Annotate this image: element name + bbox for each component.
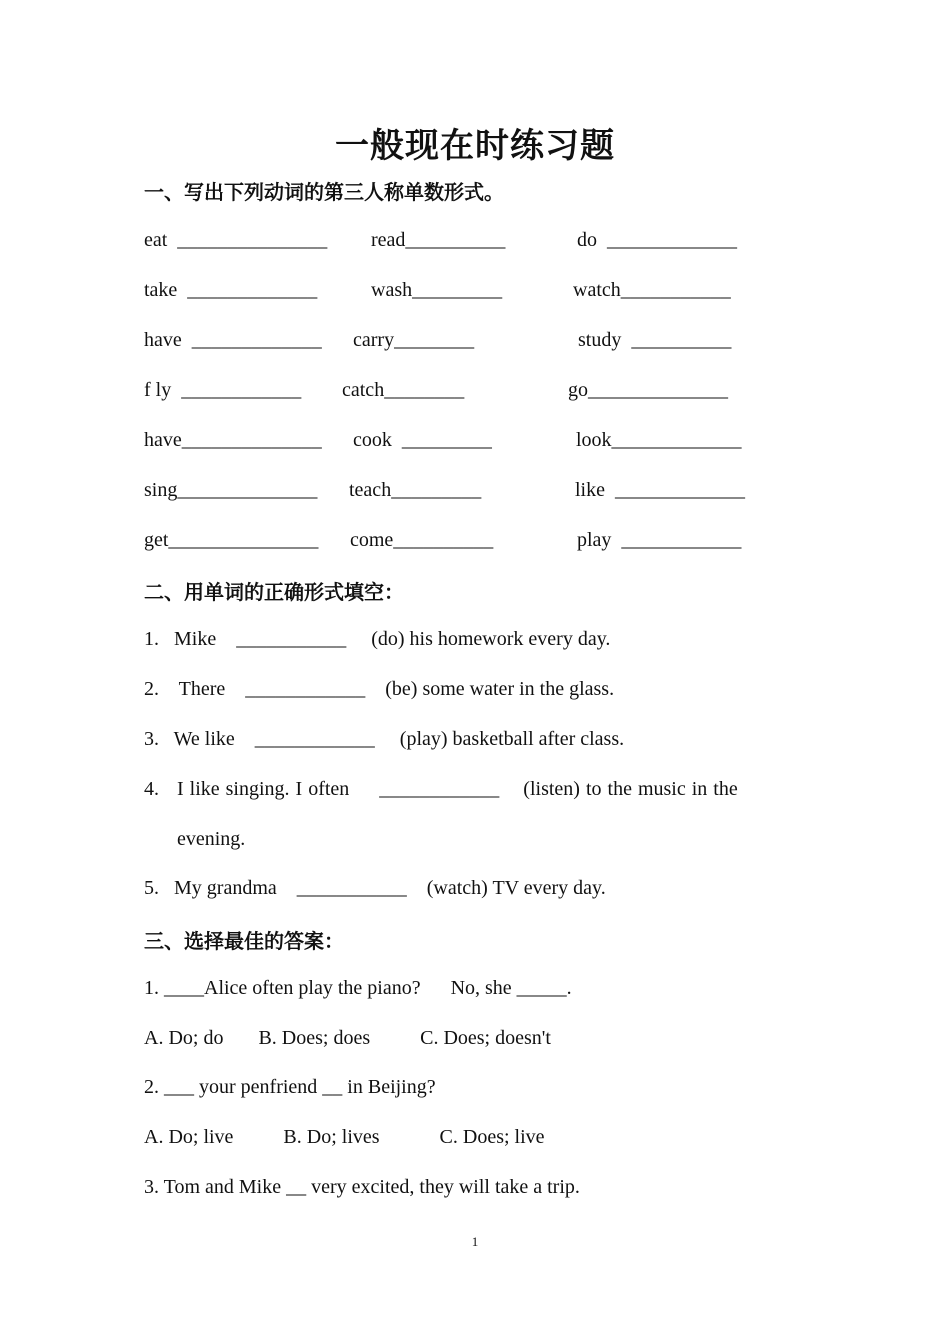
verb-cell: sing______________	[144, 479, 318, 501]
verb-cell: go______________	[568, 379, 728, 401]
verb-cell: get_______________	[144, 529, 319, 551]
verb-cell: come__________	[350, 529, 494, 551]
verb-cell: do _____________	[577, 229, 737, 251]
answer-options: A. Do; do B. Does; does C. Does; doesn't	[144, 1027, 551, 1049]
section-1-heading: 一、写出下列动词的第三人称单数形式。	[144, 180, 504, 204]
verb-cell: watch___________	[573, 279, 731, 301]
question-line: 2. ___ your penfriend __ in Beijing?	[144, 1076, 436, 1098]
verb-cell: study __________	[578, 329, 732, 351]
verb-cell: cook _________	[353, 429, 492, 451]
page-title: 一般现在时练习题	[335, 126, 615, 166]
verb-cell: catch________	[342, 379, 465, 401]
fill-in-item: 1. Mike ___________ (do) his homework every day.	[144, 628, 611, 650]
section-3-heading: 三、选择最佳的答案：	[144, 929, 344, 953]
section-2-heading: 二、用单词的正确形式填空：	[144, 580, 404, 604]
verb-cell: eat _______________	[144, 229, 328, 251]
fill-in-item-continuation: evening.	[177, 828, 246, 850]
page-number: 1	[471, 1234, 479, 1249]
fill-in-item: 4. I like singing. I often ____________ (listen) to the music in the	[144, 778, 738, 800]
verb-cell: f ly ____________	[144, 379, 302, 401]
verb-cell: like _____________	[575, 479, 745, 501]
fill-in-item: 2. There ____________ (be) some water in the glass.	[144, 678, 615, 700]
verb-cell: have _____________	[144, 329, 322, 351]
question-line: 3. Tom and Mike __ very excited, they will take a trip.	[144, 1176, 580, 1198]
verb-cell: have______________	[144, 429, 322, 451]
fill-in-item: 5. My grandma ___________ (watch) TV every day.	[144, 877, 606, 899]
answer-options: A. Do; live B. Do; lives C. Does; live	[144, 1126, 545, 1148]
verb-cell: play ____________	[577, 529, 742, 551]
fill-in-item: 3. We like ____________ (play) basketball after class.	[144, 728, 625, 750]
verb-cell: take _____________	[144, 279, 318, 301]
verb-cell: wash_________	[371, 279, 503, 301]
verb-cell: read__________	[371, 229, 506, 251]
verb-cell: look_____________	[576, 429, 742, 451]
verb-cell: carry________	[353, 329, 475, 351]
question-line: 1. ____Alice often play the piano? No, she _____.	[144, 977, 572, 999]
verb-cell: teach_________	[349, 479, 482, 501]
